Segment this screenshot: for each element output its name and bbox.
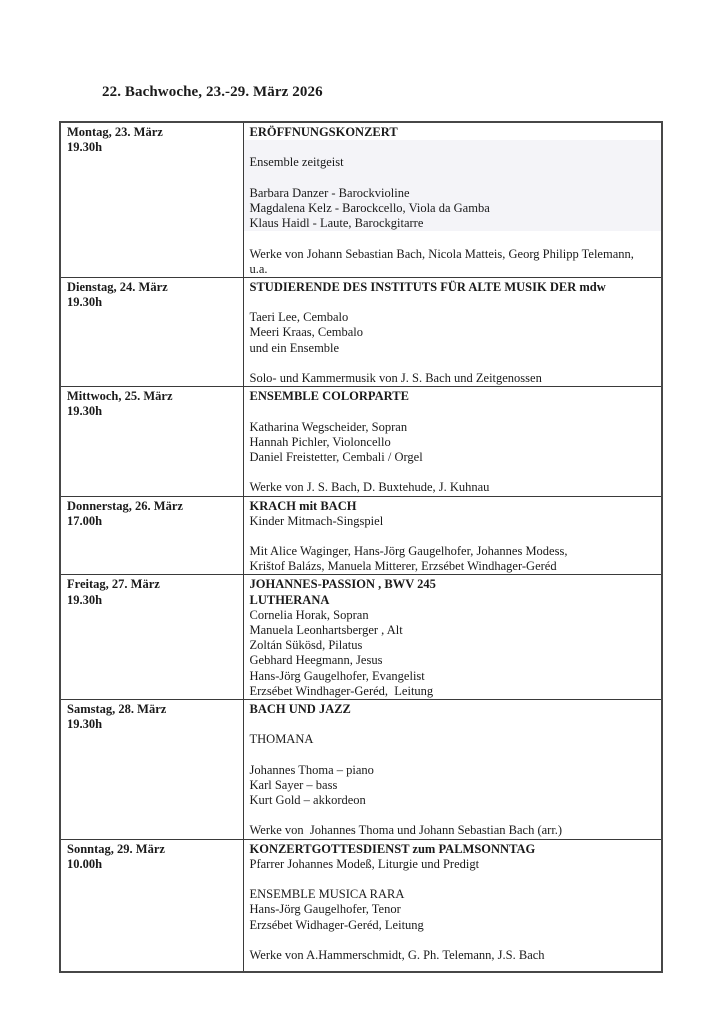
event-line: Meeri Kraas, Cembalo <box>249 325 364 340</box>
event-line <box>250 933 656 948</box>
event-line: ENSEMBLE MUSICA RARA <box>249 887 405 902</box>
event-title: LUTHERANA <box>249 592 330 607</box>
event-line <box>250 808 656 823</box>
event-title: STUDIERENDE DES INSTITUTS FÜR ALTE MUSIK DER mdw <box>249 279 606 294</box>
event-time: 10.00h <box>67 856 103 871</box>
event-details-cell <box>243 387 662 496</box>
event-line: Erzsébet Windhager-Geréd, Leitung <box>249 683 434 698</box>
event-details-cell <box>243 277 662 386</box>
event-date: Sonntag, 29. März <box>67 841 165 856</box>
event-line: THOMANA <box>249 732 314 747</box>
date-cell <box>60 496 243 575</box>
event-date: Samstag, 28. März <box>67 701 167 716</box>
event-line: Ensemble zeitgeist <box>244 155 662 170</box>
event-line: Magdalena Kelz - Barockcello, Viola da Gamba <box>244 201 662 216</box>
event-time: 19.30h <box>67 140 103 155</box>
event-details-cell <box>243 122 662 277</box>
event-line <box>250 356 656 371</box>
date-cell <box>60 839 243 972</box>
event-details-cell <box>243 839 662 972</box>
event-date: Dienstag, 24. März <box>67 279 168 294</box>
document-title: 22. Bachwoche, 23.-29. März 2026 <box>102 84 323 100</box>
schedule-row <box>60 122 662 277</box>
event-title: ENSEMBLE COLORPARTE <box>249 389 409 404</box>
event-line <box>250 231 656 246</box>
event-line: Mit Alice Waginger, Hans-Jörg Gaugelhofer, Johannes Modess, <box>249 544 568 559</box>
event-date: Donnerstag, 26. März <box>67 498 183 513</box>
event-line: Kurt Gold – akkordeon <box>249 793 366 808</box>
event-line: Karl Sayer – bass <box>249 777 338 792</box>
event-time: 19.30h <box>67 404 103 419</box>
event-line <box>244 140 662 155</box>
event-line <box>250 872 656 887</box>
event-date: Freitag, 27. März <box>67 577 160 592</box>
event-title: KRACH mit BACH <box>249 498 357 513</box>
event-line: Pfarrer Johannes Modeß, Liturgie und Predigt <box>249 856 480 871</box>
event-details-cell <box>243 496 662 575</box>
event-details-cell <box>243 575 662 700</box>
event-time: 17.00h <box>67 513 103 528</box>
event-line <box>250 295 656 310</box>
event-line <box>250 717 656 732</box>
event-title: BACH UND JAZZ <box>249 701 351 716</box>
date-cell <box>60 122 243 277</box>
event-line: Werke von Johannes Thoma und Johann Sebastian Bach (arr.) <box>249 823 563 838</box>
event-line <box>250 748 656 763</box>
event-line: Hannah Pichler, Violoncello <box>249 434 391 449</box>
event-time: 19.30h <box>67 295 103 310</box>
event-line: Hans-Jörg Gaugelhofer, Tenor <box>249 902 401 917</box>
event-line <box>250 404 656 419</box>
event-line: Daniel Freistetter, Cembali / Orgel <box>249 449 423 464</box>
event-title: JOHANNES-PASSION , BWV 245 <box>249 577 436 592</box>
event-line: Solo- und Kammermusik von J. S. Bach und Zeitgenossen <box>249 371 542 385</box>
event-line: und ein Ensemble <box>249 340 340 355</box>
event-line: Hans-Jörg Gaugelhofer, Evangelist <box>249 668 425 683</box>
date-cell <box>60 277 243 386</box>
event-date: Montag, 23. März <box>67 125 163 139</box>
schedule-row <box>60 839 662 972</box>
event-line <box>250 465 656 480</box>
schedule-row <box>60 575 662 700</box>
date-cell <box>60 575 243 700</box>
event-time: 19.30h <box>67 592 103 607</box>
event-title: KONZERTGOTTESDIENST zum PALMSONNTAG <box>249 841 536 856</box>
event-line: Barbara Danzer - Barockvioline <box>244 186 662 201</box>
event-line: Kinder Mitmach-Singspiel <box>249 513 384 528</box>
event-line: Werke von J. S. Bach, D. Buxtehude, J. Kuhnau <box>249 480 490 495</box>
event-line: Krištof Balázs, Manuela Mitterer, Erzsébet Windhager-Geréd <box>249 559 557 574</box>
event-line: Taeri Lee, Cembalo <box>249 310 349 325</box>
event-line: Manuela Leonhartsberger , Alt <box>249 623 403 637</box>
event-line: u.a. <box>249 261 268 276</box>
event-line: Erzsébet Widhager-Geréd, Leitung <box>249 917 424 932</box>
date-cell <box>60 387 243 496</box>
date-cell <box>60 699 243 839</box>
event-line: Klaus Haidl - Laute, Barockgitarre <box>244 216 662 231</box>
event-line: Werke von Johann Sebastian Bach, Nicola Matteis, Georg Philipp Telemann, <box>249 246 634 261</box>
event-date: Mittwoch, 25. März <box>67 389 173 404</box>
event-details-cell <box>243 699 662 839</box>
schedule-table <box>59 121 663 973</box>
schedule-row <box>60 699 662 839</box>
event-line: Gebhard Heegmann, Jesus <box>249 653 383 668</box>
event-line: Werke von A.Hammerschmidt, G. Ph. Telemann, J.S. Bach <box>249 947 545 962</box>
event-line <box>244 171 662 186</box>
schedule-row <box>60 277 662 386</box>
event-line <box>250 529 656 544</box>
event-time: 19.30h <box>67 717 103 732</box>
event-line: Katharina Wegscheider, Sopran <box>249 419 408 434</box>
event-line: Johannes Thoma – piano <box>249 762 374 777</box>
event-line: Zoltán Sükösd, Pilatus <box>249 638 363 653</box>
event-line: Cornelia Horak, Sopran <box>249 607 369 622</box>
event-title: ERÖFFNUNGSKONZERT <box>249 125 398 139</box>
schedule-row <box>60 387 662 496</box>
schedule-row <box>60 496 662 575</box>
